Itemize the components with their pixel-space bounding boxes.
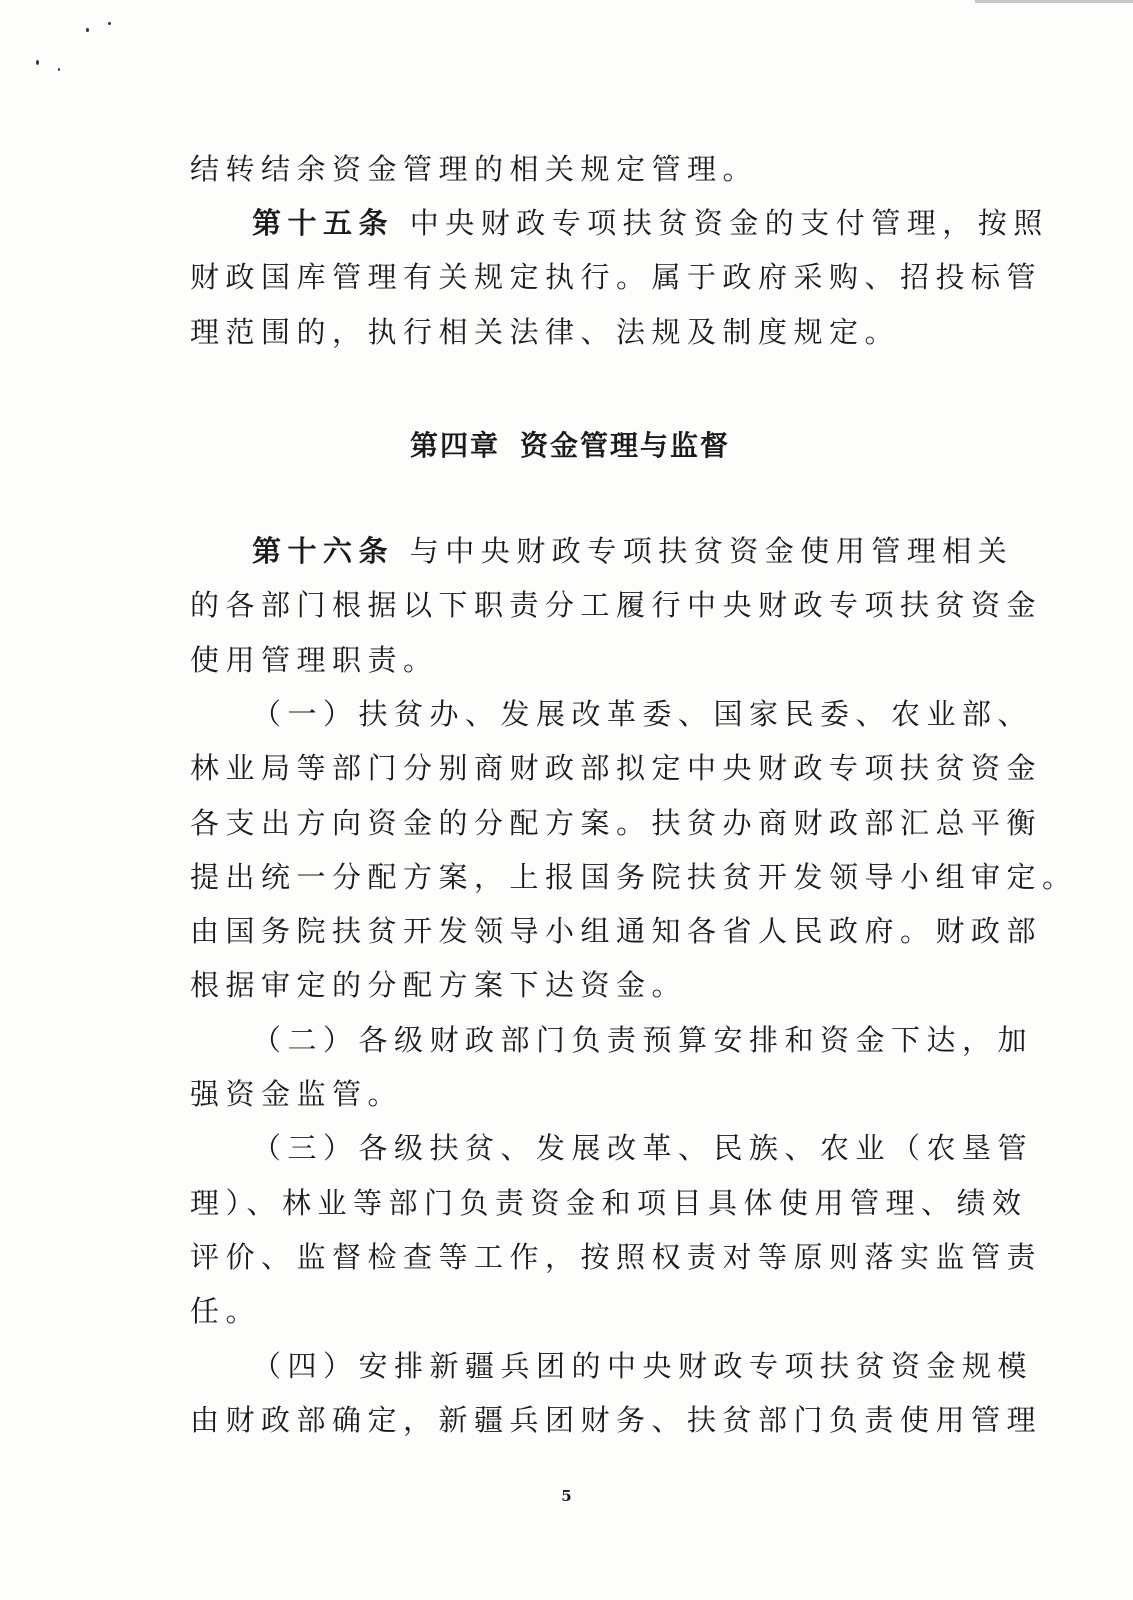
article-16-paragraph: [252, 534, 1013, 568]
text-line: 任。: [190, 1294, 262, 1328]
text-line: 根据审定的分配方案下达资金。: [190, 968, 688, 1002]
text-line: 结转结余资金管理的相关规定管理。: [190, 152, 759, 186]
chapter-heading: [410, 424, 730, 464]
text-line: 林业局等部门分别商财政部拟定中央财政专项扶贫资金: [190, 751, 1043, 785]
scan-speck: [58, 68, 60, 71]
text-line: （三）各级扶贫、发展改革、民族、农业（农垦管: [252, 1131, 1034, 1165]
article-15-paragraph: [252, 206, 1049, 240]
text-line: 由国务院扶贫开发领导小组通知各省人民政府。财政部: [190, 914, 1043, 948]
text-line: 中央财政专项扶贫资金的支付管理，按照: [409, 206, 1049, 240]
text-line: 各支出方向资金的分配方案。扶贫办商财政部汇总平衡: [190, 806, 1043, 840]
text-line: 由财政部确定，新疆兵团财务、扶贫部门负责使用管理: [190, 1403, 1043, 1437]
scan-speck: [86, 28, 89, 32]
text-line: 理范围的，执行相关法律、法规及制度规定。: [190, 315, 901, 349]
text-line: 强资金监管。: [190, 1077, 404, 1111]
text-line: （一）扶贫办、发展改革委、国家民委、农业部、: [252, 697, 1034, 731]
text-line: 财政国库管理有关规定执行。属于政府采购、招投标管: [190, 260, 1043, 294]
text-line: （四）安排新疆兵团的中央财政专项扶贫资金规模: [252, 1349, 1034, 1383]
page-number: 5: [561, 1487, 572, 1505]
text-line: 提出统一分配方案，上报国务院扶贫开发领导小组审定。: [190, 860, 1078, 894]
article-15-label: 第十五条: [252, 206, 395, 240]
scan-speck: [36, 60, 39, 65]
chapter-number: 第四章: [410, 429, 501, 462]
chapter-title: 资金管理与监督: [520, 429, 731, 462]
text-line: 的各部门根据以下职责分工履行中央财政专项扶贫资金: [190, 588, 1043, 622]
scan-speck: [108, 22, 111, 25]
text-line: 评价、监督检查等工作，按照权责对等原则落实监管责: [190, 1240, 1043, 1274]
text-line: 使用管理职责。: [190, 643, 439, 677]
text-line: 理）、林业等部门负责资金和项目具体使用管理、绩效: [190, 1186, 1028, 1220]
text-line: 与中央财政专项扶贫资金使用管理相关: [409, 534, 1014, 568]
text-line: （二）各级财政部门负责预算安排和资金下达，加: [252, 1023, 1034, 1057]
article-16-label: 第十六条: [252, 534, 395, 568]
scan-edge-line: [975, 0, 1133, 3]
